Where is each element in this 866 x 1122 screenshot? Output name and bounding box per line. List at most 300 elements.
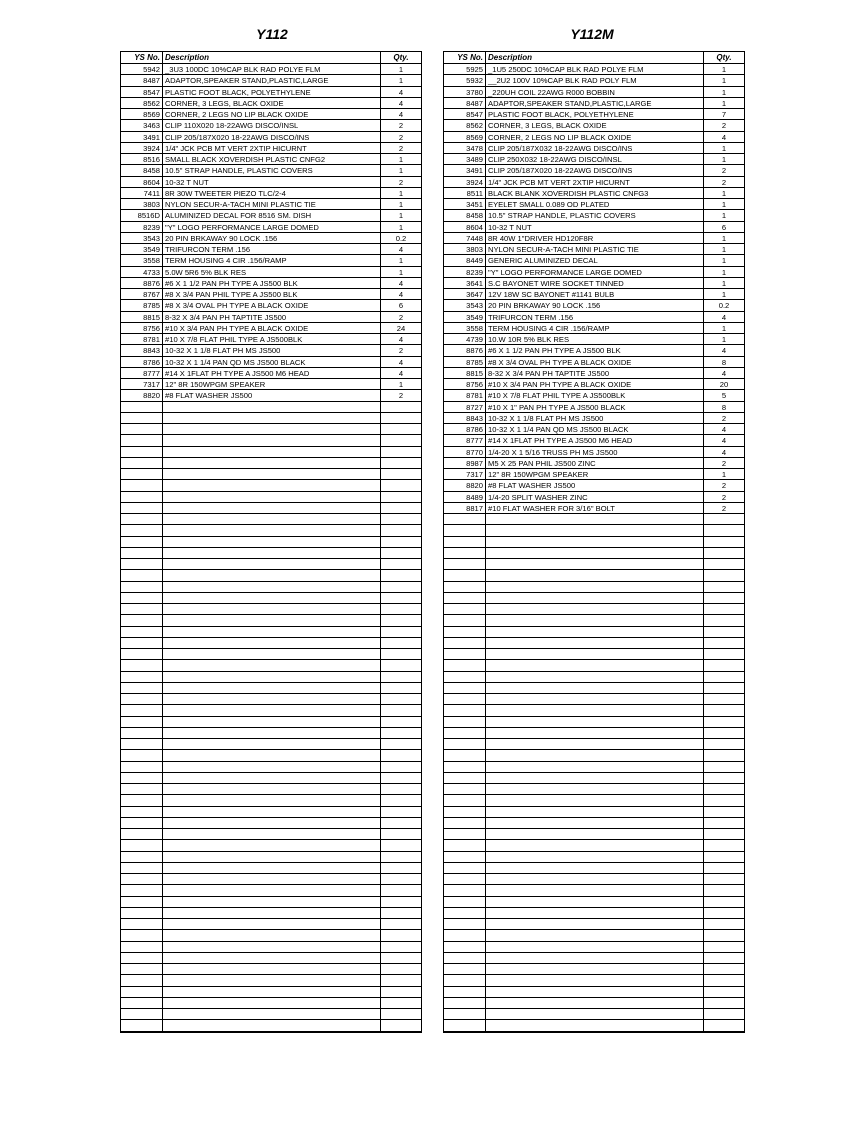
- cell-ys-no: 8458: [121, 165, 163, 175]
- cell-ys-no: [444, 548, 486, 558]
- table-row: [121, 87, 421, 98]
- cell-ys-no: [121, 784, 163, 794]
- cell-ys-no: [121, 402, 163, 412]
- cell-description: [486, 897, 704, 907]
- empty-row: [121, 874, 421, 885]
- cell-description: 8-32 X 3/4 PAN PH TAPTITE JS500: [486, 368, 704, 378]
- empty-row: [121, 953, 421, 964]
- cell-qty: [381, 683, 421, 693]
- empty-row: [444, 649, 744, 660]
- table-row: [121, 368, 421, 379]
- table-row: [444, 345, 744, 356]
- cell-ys-no: 4733: [121, 267, 163, 277]
- cell-description: [486, 964, 704, 974]
- empty-row: [121, 402, 421, 413]
- cell-qty: 1: [398, 200, 404, 209]
- cell-ys-no: 8843: [444, 413, 486, 423]
- cell-qty: 20: [719, 380, 729, 389]
- empty-row: [444, 998, 744, 1009]
- cell-qty: [381, 694, 421, 704]
- table-row: [121, 120, 421, 131]
- cell-ys-no: [121, 975, 163, 985]
- cell-description: 10-32 X 1 1/8 FLAT PH MS JS500: [163, 345, 381, 355]
- table-row: [121, 98, 421, 109]
- cell-qty: [381, 514, 421, 524]
- cell-description: #10 X 7/8 FLAT PHIL TYPE A JS500BLK: [163, 334, 381, 344]
- cell-ys-no: [121, 908, 163, 918]
- cell-qty: 1: [398, 267, 404, 277]
- cell-description: [163, 863, 381, 873]
- cell-qty: [381, 863, 421, 873]
- cell-ys-no: [121, 435, 163, 445]
- empty-row: [444, 638, 744, 649]
- empty-row: [121, 492, 421, 503]
- cell-description: [486, 1009, 704, 1019]
- cell-ys-no: 3543: [121, 233, 163, 243]
- empty-row: [121, 694, 421, 705]
- table-row: [444, 244, 744, 255]
- table-row: [121, 109, 421, 120]
- empty-row: [121, 717, 421, 728]
- table-row: [444, 267, 744, 278]
- cell-qty: 2: [721, 166, 727, 176]
- empty-row: [444, 593, 744, 604]
- cell-ys-no: 7317: [444, 469, 486, 479]
- cell-description: [163, 480, 381, 490]
- cell-qty: [381, 975, 421, 985]
- cell-ys-no: [444, 829, 486, 839]
- table-row: [444, 424, 744, 435]
- cell-qty: 2: [398, 132, 404, 142]
- cell-ys-no: [444, 919, 486, 929]
- cell-qty: 1: [398, 380, 404, 389]
- header-description: Description: [486, 52, 704, 63]
- cell-ys-no: [121, 728, 163, 738]
- cell-qty: [704, 570, 744, 580]
- cell-description: [486, 930, 704, 940]
- cell-qty: 4: [721, 368, 727, 378]
- cell-description: [163, 492, 381, 502]
- cell-description: 12V 18W SC BAYONET #1141 BULB: [486, 289, 704, 299]
- cell-ys-no: [121, 458, 163, 468]
- table-row: [444, 492, 744, 503]
- cell-description: [163, 458, 381, 468]
- cell-ys-no: 8562: [121, 98, 163, 108]
- cell-description: [163, 514, 381, 524]
- empty-row: [121, 1009, 421, 1020]
- header-description: Description: [163, 52, 381, 63]
- cell-ys-no: [444, 953, 486, 963]
- cell-description: SMALL BLACK XOVERDISH PLASTIC CNFG2: [163, 154, 381, 164]
- cell-description: [486, 582, 704, 592]
- table-row: [121, 210, 421, 221]
- empty-row: [444, 548, 744, 559]
- cell-ys-no: 8239: [444, 267, 486, 277]
- cell-description: 1/4" JCK PCB MT VERT 2XTIP HICURNT: [163, 143, 381, 153]
- cell-description: [163, 447, 381, 457]
- cell-qty: 1: [398, 222, 404, 232]
- cell-qty: [381, 829, 421, 839]
- cell-ys-no: [121, 469, 163, 479]
- cell-description: 10-32 T NUT: [163, 177, 381, 187]
- table-body: [444, 64, 744, 1032]
- cell-description: TERM HOUSING 4 CIR .156/RAMP: [486, 323, 704, 333]
- cell-description: CLIP 250X032 18-22AWG DISCO/INSL: [486, 154, 704, 164]
- cell-ys-no: 8815: [444, 368, 486, 378]
- cell-qty: 2: [398, 121, 404, 131]
- cell-ys-no: [444, 874, 486, 884]
- cell-ys-no: [121, 514, 163, 524]
- cell-description: [163, 807, 381, 817]
- cell-ys-no: [444, 559, 486, 569]
- cell-qty: [381, 964, 421, 974]
- empty-row: [121, 705, 421, 716]
- table-row: [121, 278, 421, 289]
- cell-description: [486, 660, 704, 670]
- cell-description: [486, 784, 704, 794]
- table-row: [444, 154, 744, 165]
- cell-description: 8-32 X 3/4 PAN PH TAPTITE JS500: [163, 312, 381, 322]
- cell-ys-no: [121, 548, 163, 558]
- cell-qty: 4: [398, 335, 404, 344]
- cell-qty: [704, 908, 744, 918]
- empty-row: [444, 975, 744, 986]
- empty-row: [121, 514, 421, 525]
- cell-ys-no: [444, 795, 486, 805]
- cell-description: [486, 694, 704, 704]
- empty-row: [121, 458, 421, 469]
- cell-ys-no: [121, 582, 163, 592]
- cell-qty: [704, 885, 744, 895]
- cell-ys-no: [121, 604, 163, 614]
- cell-ys-no: [121, 638, 163, 648]
- empty-row: [121, 987, 421, 998]
- cell-ys-no: [444, 818, 486, 828]
- cell-qty: 1: [721, 278, 727, 288]
- cell-description: #6 X 1 1/2 PAN PH TYPE A JS500 BLK: [486, 345, 704, 355]
- table-row: [444, 312, 744, 323]
- empty-row: [444, 908, 744, 919]
- cell-qty: [704, 525, 744, 535]
- cell-ys-no: 8516D: [121, 210, 163, 220]
- cell-qty: [704, 807, 744, 817]
- cell-ys-no: 8239: [121, 222, 163, 232]
- cell-qty: [381, 897, 421, 907]
- cell-description: EYELET SMALL 0.089 OD PLATED: [486, 199, 704, 209]
- cell-description: [486, 559, 704, 569]
- cell-ys-no: [444, 582, 486, 592]
- table-row: [444, 435, 744, 446]
- cell-qty: 1: [721, 290, 727, 299]
- cell-qty: 0.2: [395, 233, 407, 243]
- cell-description: GENERIC ALUMINIZED DECAL: [486, 255, 704, 265]
- cell-description: [163, 627, 381, 637]
- empty-row: [121, 604, 421, 615]
- cell-description: ALUMINIZED DECAL FOR 8516 SM. DISH: [163, 210, 381, 220]
- empty-row: [121, 525, 421, 536]
- table-row: [444, 255, 744, 266]
- cell-qty: 4: [721, 346, 727, 356]
- empty-row: [444, 660, 744, 671]
- empty-row: [444, 604, 744, 615]
- cell-qty: [381, 1009, 421, 1019]
- cell-qty: 4: [398, 278, 404, 288]
- cell-description: [163, 683, 381, 693]
- cell-ys-no: 8785: [444, 357, 486, 367]
- empty-row: [121, 570, 421, 581]
- cell-description: [163, 784, 381, 794]
- cell-description: [486, 762, 704, 772]
- cell-ys-no: [121, 998, 163, 1008]
- cell-ys-no: [444, 537, 486, 547]
- cell-description: [163, 638, 381, 648]
- cell-description: [163, 570, 381, 580]
- cell-qty: 2: [398, 177, 404, 187]
- cell-ys-no: [444, 784, 486, 794]
- cell-qty: [704, 1009, 744, 1019]
- table-row: [444, 503, 744, 514]
- cell-ys-no: 3924: [444, 177, 486, 187]
- empty-row: [444, 627, 744, 638]
- cell-qty: [381, 638, 421, 648]
- cell-description: CLIP 110X020 18-22AWG DISCO/INSL: [163, 120, 381, 130]
- table-header: [444, 52, 744, 64]
- cell-ys-no: [121, 1009, 163, 1019]
- cell-ys-no: [121, 492, 163, 502]
- cell-description: NYLON SECUR-A-TACH MINI PLASTIC TIE: [163, 199, 381, 209]
- cell-description: 10.5" STRAP HANDLE, PLASTIC COVERS: [486, 210, 704, 220]
- empty-row: [121, 435, 421, 446]
- empty-row: [121, 784, 421, 795]
- cell-ys-no: [444, 739, 486, 749]
- cell-ys-no: [444, 683, 486, 693]
- cell-description: #14 X 1FLAT PH TYPE A JS500 M6 HEAD: [486, 435, 704, 445]
- cell-description: [163, 604, 381, 614]
- cell-ys-no: [444, 604, 486, 614]
- empty-row: [444, 818, 744, 829]
- empty-row: [121, 480, 421, 491]
- cell-ys-no: [444, 975, 486, 985]
- cell-description: #10 X 3/4 PAN PH TYPE A BLACK OXIDE: [486, 379, 704, 389]
- cell-qty: 6: [721, 222, 727, 232]
- cell-description: [163, 593, 381, 603]
- cell-description: [163, 582, 381, 592]
- cell-ys-no: [444, 570, 486, 580]
- cell-description: [163, 537, 381, 547]
- cell-qty: 1: [398, 188, 404, 198]
- cell-qty: 1: [721, 335, 727, 344]
- cell-ys-no: [121, 447, 163, 457]
- cell-qty: 4: [721, 436, 727, 446]
- cell-qty: 1: [721, 76, 727, 86]
- cell-qty: 4: [721, 132, 727, 142]
- cell-qty: 8: [721, 402, 727, 412]
- cell-description: PLASTIC FOOT BLACK, POLYETHYLENE: [163, 87, 381, 97]
- cell-ys-no: 8786: [444, 424, 486, 434]
- cell-description: #8 X 3/4 OVAL PH TYPE A BLACK OXIDE: [486, 357, 704, 367]
- table-row: [444, 98, 744, 109]
- empty-row: [121, 807, 421, 818]
- empty-row: [121, 964, 421, 975]
- cell-description: [163, 559, 381, 569]
- table-row: [121, 379, 421, 390]
- cell-ys-no: [444, 885, 486, 895]
- cell-description: [163, 908, 381, 918]
- table-row: [121, 345, 421, 356]
- empty-row: [121, 818, 421, 829]
- empty-row: [444, 829, 744, 840]
- table-row: [121, 390, 421, 401]
- cell-qty: [704, 705, 744, 715]
- cell-description: [163, 818, 381, 828]
- cell-ys-no: 8820: [444, 480, 486, 490]
- cell-ys-no: 3803: [444, 244, 486, 254]
- cell-qty: 8: [721, 357, 727, 367]
- cell-description: 10.W 10R 5% BLK RES: [486, 334, 704, 344]
- cell-description: [486, 750, 704, 760]
- empty-row: [121, 930, 421, 941]
- table-row: [121, 143, 421, 154]
- empty-row: [121, 660, 421, 671]
- cell-qty: [381, 717, 421, 727]
- cell-qty: [381, 458, 421, 468]
- cell-qty: 1: [721, 233, 727, 243]
- cell-description: 10-32 X 1 1/8 FLAT PH MS JS500: [486, 413, 704, 423]
- cell-description: [486, 728, 704, 738]
- cell-description: [163, 435, 381, 445]
- empty-row: [121, 908, 421, 919]
- table-row: [121, 199, 421, 210]
- cell-ys-no: [444, 964, 486, 974]
- cell-ys-no: [121, 525, 163, 535]
- cell-ys-no: 3463: [121, 120, 163, 130]
- empty-row: [444, 728, 744, 739]
- cell-qty: [704, 1020, 744, 1030]
- cell-qty: [704, 987, 744, 997]
- cell-description: [486, 773, 704, 783]
- cell-ys-no: [444, 514, 486, 524]
- header-qty: Qty.: [393, 53, 409, 62]
- cell-ys-no: 8785: [121, 300, 163, 310]
- cell-description: [486, 615, 704, 625]
- empty-row: [121, 469, 421, 480]
- empty-row: [444, 705, 744, 716]
- table-row: [444, 188, 744, 199]
- empty-row: [444, 897, 744, 908]
- empty-row: [444, 795, 744, 806]
- cell-qty: 7: [721, 110, 727, 119]
- cell-ys-no: 7317: [121, 379, 163, 389]
- cell-description: "Y" LOGO PERFORMANCE LARGE DOMED: [486, 267, 704, 277]
- table-row: [121, 312, 421, 323]
- cell-qty: [704, 942, 744, 952]
- empty-row: [121, 998, 421, 1009]
- cell-description: [486, 683, 704, 693]
- cell-qty: [704, 593, 744, 603]
- cell-qty: [381, 615, 421, 625]
- cell-ys-no: [444, 593, 486, 603]
- empty-row: [444, 615, 744, 626]
- cell-description: 20 PIN BRKAWAY 90 LOCK .156: [486, 300, 704, 310]
- cell-description: 10-32 T NUT: [486, 222, 704, 232]
- cell-qty: 6: [398, 301, 404, 311]
- cell-ys-no: [444, 897, 486, 907]
- empty-row: [444, 919, 744, 930]
- cell-qty: 1: [398, 211, 404, 221]
- cell-qty: [381, 1020, 421, 1030]
- cell-description: #10 X 1" PAN PH TYPE A JS500 BLACK: [486, 402, 704, 412]
- parts-table-left: [120, 51, 422, 1033]
- cell-ys-no: [444, 908, 486, 918]
- cell-description: [486, 604, 704, 614]
- cell-qty: [704, 627, 744, 637]
- cell-qty: [704, 672, 744, 682]
- cell-description: [163, 750, 381, 760]
- cell-ys-no: [444, 615, 486, 625]
- table-row: [121, 154, 421, 165]
- empty-row: [444, 672, 744, 683]
- empty-row: [121, 638, 421, 649]
- cell-ys-no: [444, 649, 486, 659]
- cell-description: [486, 638, 704, 648]
- cell-qty: [704, 964, 744, 974]
- empty-row: [121, 447, 421, 458]
- cell-description: [163, 930, 381, 940]
- empty-row: [444, 863, 744, 874]
- cell-qty: 1: [398, 76, 404, 86]
- table-row: [121, 132, 421, 143]
- table-row: [121, 289, 421, 300]
- cell-qty: [704, 683, 744, 693]
- table-row: [444, 379, 744, 390]
- cell-qty: 1: [721, 200, 727, 209]
- cell-description: ADAPTOR,SPEAKER STAND,PLASTIC,LARGE: [486, 98, 704, 108]
- cell-description: 10-32 X 1 1/4 PAN QD MS JS500 BLACK: [486, 424, 704, 434]
- cell-description: CORNER, 3 LEGS, BLACK OXIDE: [163, 98, 381, 108]
- cell-ys-no: [121, 829, 163, 839]
- cell-ys-no: 8562: [444, 120, 486, 130]
- cell-qty: 4: [398, 245, 404, 254]
- cell-qty: [381, 582, 421, 592]
- cell-ys-no: [444, 942, 486, 952]
- cell-ys-no: 5942: [121, 64, 163, 74]
- empty-row: [121, 559, 421, 570]
- cell-qty: [381, 503, 421, 513]
- empty-row: [121, 919, 421, 930]
- cell-qty: [704, 762, 744, 772]
- cell-description: __2U2 100V 10%CAP BLK RAD POLY FLM: [486, 75, 704, 85]
- cell-qty: [704, 739, 744, 749]
- table-row: [444, 120, 744, 131]
- cell-ys-no: [121, 953, 163, 963]
- cell-ys-no: 3549: [444, 312, 486, 322]
- cell-ys-no: 3558: [121, 255, 163, 265]
- table-row: [444, 323, 744, 334]
- table-row: [444, 165, 744, 176]
- cell-description: [486, 514, 704, 524]
- cell-description: #8 FLAT WASHER JS500: [163, 390, 381, 400]
- empty-row: [121, 840, 421, 851]
- cell-qty: [381, 469, 421, 479]
- table-row: [121, 357, 421, 368]
- cell-qty: [704, 615, 744, 625]
- empty-row: [121, 615, 421, 626]
- cell-description: #6 X 1 1/2 PAN PH TYPE A JS500 BLK: [163, 278, 381, 288]
- cell-ys-no: 8756: [121, 323, 163, 333]
- empty-row: [444, 930, 744, 941]
- cell-qty: [704, 930, 744, 940]
- cell-description: TRIFURCON TERM .156: [163, 244, 381, 254]
